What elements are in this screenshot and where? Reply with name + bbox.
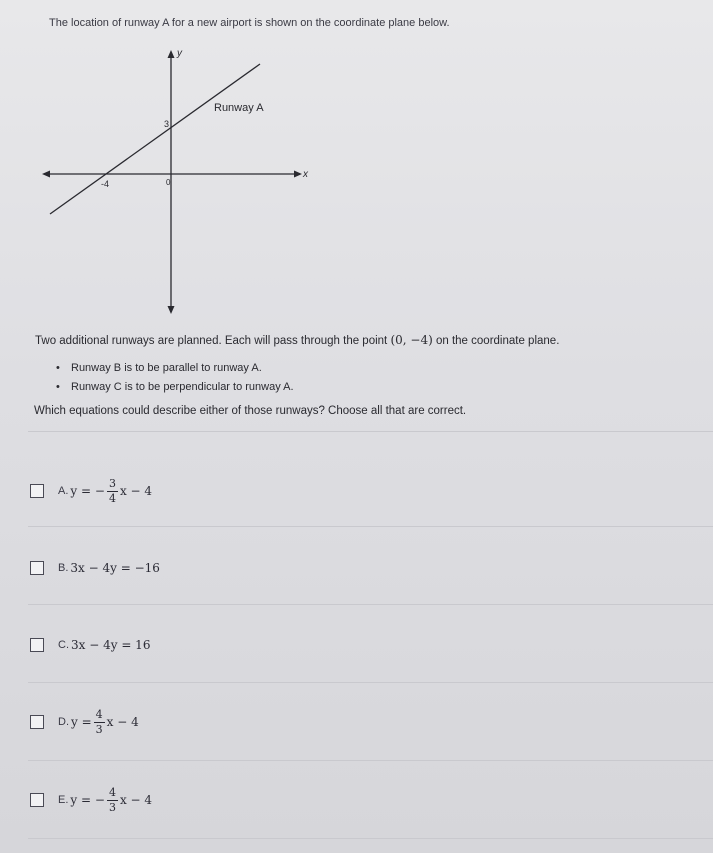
y-axis-top-arrow	[168, 50, 175, 58]
y-axis-label: y	[177, 48, 182, 59]
divider	[28, 838, 713, 839]
divider	[28, 431, 713, 432]
y-axis-bottom-arrow	[168, 306, 175, 314]
choice-c[interactable]	[30, 625, 150, 665]
paragraph-text-after: on the coordinate plane.	[435, 335, 560, 347]
equation-lhs: y = −	[70, 484, 105, 498]
y-intercept-label: 3	[164, 119, 170, 129]
x-axis-left-arrow	[42, 171, 50, 178]
choice-equation: 3x − 4y = −16	[70, 561, 160, 575]
list-item	[56, 378, 294, 397]
bullet-text: Runway B is to be parallel to runway A.	[71, 362, 262, 374]
bullet-icon: •	[56, 381, 60, 393]
divider	[28, 604, 713, 605]
fraction	[94, 709, 105, 736]
choice-a[interactable]	[30, 471, 152, 511]
fraction-numerator: 4	[95, 707, 103, 721]
origin-label: 0	[166, 178, 171, 187]
paragraph-text-before: Two additional runways are planned. Each will pass through the point	[35, 335, 388, 347]
coordinate-plane	[38, 42, 328, 322]
divider	[28, 682, 713, 683]
choice-equation: 3x − 4y = 16	[71, 638, 151, 652]
checkbox-c[interactable]	[30, 638, 44, 652]
choice-d[interactable]	[30, 702, 139, 742]
x-intercept-label: -4	[101, 179, 110, 189]
bullet-icon: •	[56, 362, 60, 374]
x-axis-right-arrow	[294, 171, 302, 178]
runway-conditions-list	[56, 359, 294, 397]
divider	[28, 526, 713, 527]
question-prompt: Which equations could describe either of those runways? Choose all that are correct.	[34, 405, 467, 417]
list-item	[56, 359, 294, 378]
fraction-denominator: 4	[108, 491, 116, 505]
choice-e[interactable]	[30, 780, 152, 820]
divider	[28, 760, 713, 761]
fraction	[107, 787, 118, 814]
bullet-text: Runway C is to be perpendicular to runway A.	[71, 381, 294, 393]
checkbox-d[interactable]	[30, 715, 44, 729]
checkbox-a[interactable]	[30, 484, 44, 498]
checkbox-e[interactable]	[30, 793, 44, 807]
equation-rhs: x − 4	[119, 484, 153, 498]
fraction	[107, 478, 118, 505]
choice-letter: C.	[58, 639, 69, 651]
fraction-numerator: 4	[108, 785, 116, 799]
equation-rhs: x − 4	[119, 793, 153, 807]
equation-lhs: y =	[71, 715, 92, 729]
choice-equation	[70, 787, 152, 814]
choice-letter: B.	[58, 562, 69, 574]
x-axis-label: x	[303, 169, 308, 180]
choice-letter: E.	[58, 794, 69, 806]
choice-letter: D.	[58, 716, 69, 728]
fraction-numerator: 3	[108, 476, 116, 490]
choice-equation	[71, 709, 139, 736]
intro-text: The location of runway A for a new airport is shown on the coordinate plane below.	[49, 17, 450, 29]
choice-letter: A.	[58, 485, 69, 497]
fraction-denominator: 3	[95, 722, 103, 736]
checkbox-b[interactable]	[30, 561, 44, 575]
point-coordinates: (0, −4)	[390, 333, 433, 347]
fraction-denominator: 3	[108, 800, 116, 814]
equation-lhs: y = −	[70, 793, 105, 807]
choice-equation	[70, 478, 152, 505]
runway-a-line	[50, 64, 260, 214]
choice-b[interactable]	[30, 548, 160, 588]
planned-runways-paragraph	[35, 333, 559, 347]
equation-rhs: x − 4	[106, 715, 139, 729]
runway-a-label: Runway A	[214, 102, 264, 114]
